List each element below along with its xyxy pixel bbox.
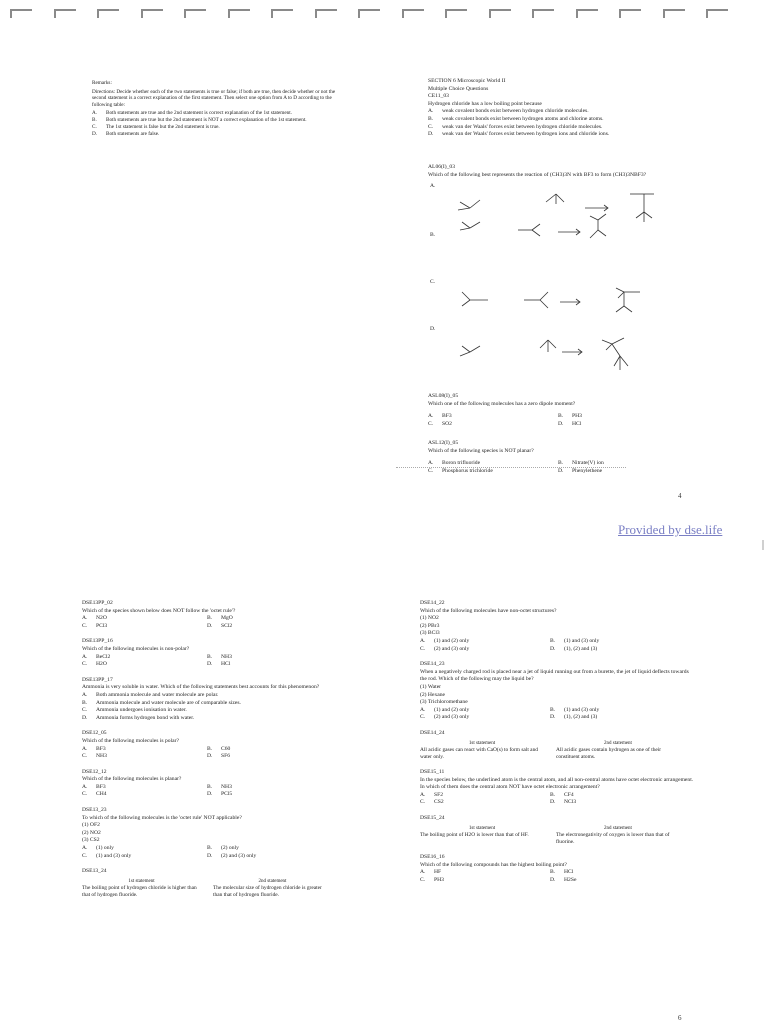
answer-option xyxy=(82,707,332,715)
option-label: A. xyxy=(420,637,426,644)
statement-2-text: All acidic gases contain hydrogen as one of their constituent atoms. xyxy=(556,747,662,761)
statement-2-heading: 2nd statement xyxy=(604,740,632,746)
option-label: A. xyxy=(82,783,88,790)
option-text: HF xyxy=(434,869,442,876)
answer-option xyxy=(82,753,207,761)
statement-item: (2) PBr3 xyxy=(420,622,440,629)
option-row xyxy=(420,877,695,885)
answer-option xyxy=(82,845,207,853)
option-text: SO2 xyxy=(442,421,452,427)
answer-option xyxy=(550,646,680,654)
header-tick-mark xyxy=(184,9,206,18)
answer-option xyxy=(420,646,550,654)
statement-1-text: All acidic gases can react with CaO(s) to form salt and water only. xyxy=(420,747,538,761)
option-label: A. xyxy=(428,413,434,419)
statement-1-heading: 1st statement xyxy=(128,878,155,884)
header-tick-mark xyxy=(445,9,467,18)
header-tick-mark xyxy=(228,9,250,18)
option-text: (2) and (3) only xyxy=(434,645,470,652)
question-block xyxy=(420,854,695,884)
option-text: HCl xyxy=(564,869,574,876)
option-row xyxy=(82,654,332,662)
option-label: D. xyxy=(550,714,556,721)
remarks-option xyxy=(92,117,337,123)
option-label: D. xyxy=(82,714,88,721)
answer-option xyxy=(428,131,728,139)
option-text: (1), (2) and (3) xyxy=(564,645,598,652)
structure-option-c xyxy=(462,288,640,312)
option-text: HCl xyxy=(572,421,582,427)
answer-option xyxy=(82,661,207,669)
question-asl12 xyxy=(428,440,728,455)
provided-by-link[interactable]: Provided by dse.life xyxy=(618,522,723,537)
answer-option xyxy=(428,413,452,419)
answer-option xyxy=(82,692,332,700)
answer-option xyxy=(82,715,332,723)
option-text: Phosphorus trichloride xyxy=(442,468,493,474)
remarks-option xyxy=(92,131,337,137)
answer-option xyxy=(420,638,550,646)
statement-item: (1) OF2 xyxy=(82,822,100,829)
header-tick-mark xyxy=(141,9,163,18)
question-text: To which of the following molecules is the 'octet rule' NOT applicable? xyxy=(82,814,242,821)
answer-option xyxy=(82,784,207,792)
answer-option xyxy=(207,661,332,669)
question-text: Which of the following molecules is non-polar? xyxy=(82,645,190,652)
option-text: PH3 xyxy=(434,877,444,884)
option-text: BF3 xyxy=(96,745,106,752)
question-id: AL06(I)_03 xyxy=(428,164,456,170)
statement-1-cell xyxy=(420,825,544,847)
answer-option xyxy=(428,421,452,427)
page-number: 4 xyxy=(678,492,682,500)
answer-option xyxy=(82,791,207,799)
section-title: SECTION 6 Microscopic World II xyxy=(428,78,506,84)
option-row xyxy=(82,661,332,669)
option-text: MgO xyxy=(221,615,233,622)
option-text: Boron trifluoride xyxy=(442,460,481,466)
option-text: CF4 xyxy=(564,791,574,798)
option-label: D. xyxy=(207,753,213,760)
answer-option xyxy=(207,784,332,792)
option-text: NCl3 xyxy=(564,799,577,806)
option-label-d: D. xyxy=(430,326,436,332)
option-text: Nitrate(V) ion xyxy=(572,460,604,466)
header-tick-mark xyxy=(54,9,76,18)
option-text: (2) and (3) only xyxy=(221,852,257,859)
option-row xyxy=(82,784,332,792)
option-text: Both statements are true but the 2nd statement is NOT a correct explanation of the 1st statement. xyxy=(106,117,307,124)
option-label: C. xyxy=(82,852,88,859)
option-text: PCl3 xyxy=(96,622,108,629)
option-label: C. xyxy=(428,468,434,474)
answer-option xyxy=(207,791,332,799)
option-row xyxy=(420,714,695,722)
statement-2-cell xyxy=(556,825,680,847)
option-row xyxy=(420,646,695,654)
option-label: A. xyxy=(82,745,88,752)
option-text: Phenylethene xyxy=(572,468,603,474)
option-text: BF3 xyxy=(96,783,106,790)
option-text: PH3 xyxy=(572,413,582,419)
question-asl08 xyxy=(428,393,728,408)
option-label: B. xyxy=(82,699,88,706)
statement-1-cell xyxy=(82,878,201,900)
edge-mark xyxy=(762,540,764,550)
answer-option xyxy=(207,746,332,754)
bottom-left-column xyxy=(82,600,332,907)
header-tick-mark xyxy=(576,9,598,18)
option-label: C. xyxy=(82,622,88,629)
option-label: B. xyxy=(92,117,97,124)
question-text: Which of the species shown below does NOT follow the 'octet rule'? xyxy=(82,607,236,614)
answer-option xyxy=(82,853,207,861)
header-tick-mark xyxy=(315,9,337,18)
question-block xyxy=(420,730,695,761)
option-label: D. xyxy=(207,791,213,798)
option-label: D. xyxy=(207,661,213,668)
answer-option xyxy=(428,108,728,116)
option-text: CH4 xyxy=(96,791,107,798)
structure-option-d xyxy=(460,338,628,370)
option-text: weak van der Waals' forces exist between hydrogen ions and chloride ions. xyxy=(442,131,610,138)
option-label: D. xyxy=(558,421,564,427)
question-id: DSE14_24 xyxy=(420,729,445,736)
question-block xyxy=(82,769,332,799)
question-text: Which of the following molecules have non-octet structures? xyxy=(420,607,557,614)
statement-1-heading: 1st statement xyxy=(468,825,496,831)
question-id: DSE14_22 xyxy=(420,600,445,606)
option-label-c: C. xyxy=(430,279,436,285)
option-text: (1), (2) and (3) xyxy=(564,714,598,721)
answer-option xyxy=(420,714,550,722)
option-label: B. xyxy=(207,783,213,790)
option-label: C. xyxy=(82,707,88,714)
option-label: A. xyxy=(82,691,88,698)
option-label: D. xyxy=(550,799,556,806)
question-block xyxy=(420,661,695,722)
statement-item: (3) Trichloromethane xyxy=(420,699,468,706)
option-text: BF3 xyxy=(442,413,452,419)
answer-option xyxy=(558,460,604,466)
section-subtitle: Multiple Choice Questions xyxy=(428,85,489,92)
question-block xyxy=(82,638,332,668)
question-id: DSE14_23 xyxy=(420,661,445,668)
statement-item: (1) NO2 xyxy=(420,615,439,622)
option-text: Ammonia forms hydrogen bond with water. xyxy=(96,714,195,721)
option-label: A. xyxy=(420,706,426,713)
option-label: C. xyxy=(420,714,426,721)
question-id: DSE13PP_02 xyxy=(82,600,113,606)
header-tick-mark xyxy=(663,9,685,18)
question-block xyxy=(82,807,332,860)
option-label: B. xyxy=(550,706,556,713)
question-text: Ammonia is very soluble in water. Which of the following statements best accounts for this phenomenon? xyxy=(82,684,320,691)
header-tick-mark xyxy=(619,9,641,18)
question-id: DSE13_23 xyxy=(82,807,107,814)
statement-1-cell xyxy=(420,740,544,762)
option-label: B. xyxy=(558,413,564,419)
answer-option xyxy=(207,615,332,623)
question-text: When a negatively charged rod is placed near a jet of liquid running out from a burette, the jet of liquid deflects towards the rod. Which of the following may the liquid be? xyxy=(420,668,689,683)
statement-table xyxy=(82,878,332,900)
option-text: C60 xyxy=(221,745,231,752)
question-text: Which of the following compounds has the highest boiling point? xyxy=(420,861,567,868)
question-block xyxy=(420,769,695,807)
option-row xyxy=(420,792,695,800)
option-label: A. xyxy=(420,791,426,798)
option-text: (1) and (3) only xyxy=(564,637,600,644)
question-id: DSE13_24 xyxy=(82,868,107,875)
answer-option xyxy=(428,460,480,466)
answer-option xyxy=(558,421,581,427)
option-text: Both statements are true and the 2nd statement is correct explanation of the 1st statement. xyxy=(106,109,292,116)
question-block xyxy=(82,677,332,723)
question-text: Which of the following best represents the reaction of (CH3)3N with BF3 to form (CH3)3NBF3? xyxy=(428,171,647,178)
option-label: D. xyxy=(550,645,556,652)
option-text: NH3 xyxy=(221,783,232,790)
option-label: C. xyxy=(82,791,88,798)
answer-option xyxy=(428,116,728,124)
option-label: C. xyxy=(420,645,426,652)
header-tick-mark xyxy=(10,9,32,18)
option-label: D. xyxy=(558,468,564,474)
answer-option xyxy=(207,845,332,853)
section-header xyxy=(428,78,728,139)
option-label-b: B. xyxy=(430,232,436,238)
option-label: D. xyxy=(207,622,213,629)
option-label: B. xyxy=(550,869,556,876)
statement-item: (2) NO2 xyxy=(82,829,101,836)
option-text: PCl5 xyxy=(221,791,233,798)
answer-option xyxy=(558,468,602,474)
option-label: A. xyxy=(420,869,426,876)
question-text: Hydrogen chloride has a low boiling point because xyxy=(428,100,542,107)
answer-option xyxy=(420,799,550,807)
option-label: D. xyxy=(207,852,213,859)
statement-table xyxy=(420,825,695,847)
statement-2-heading: 2nd statement xyxy=(604,825,632,831)
answer-option xyxy=(207,853,332,861)
option-label: A. xyxy=(82,845,88,852)
question-id: ASL08(I)_05 xyxy=(428,393,459,399)
option-text: The 1st statement is false but the 2nd statement is true. xyxy=(106,124,220,131)
question-id: DSE13PP_17 xyxy=(82,676,113,683)
statement-1-text: The boiling point of hydrogen chloride is higher than that of hydrogen fluoride. xyxy=(82,885,197,899)
statement-item: (3) CS2 xyxy=(82,837,100,844)
question-text: Which of the following molecules is planar? xyxy=(82,776,182,783)
option-label: B. xyxy=(207,745,213,752)
header-tick-mark xyxy=(489,9,511,18)
reaction-structures-diagram xyxy=(440,180,740,380)
option-text: weak van der Waals' forces exist between hydrogen chloride molecules. xyxy=(442,123,603,130)
option-row xyxy=(82,791,332,799)
option-row xyxy=(82,746,332,754)
option-label: B. xyxy=(428,115,434,122)
option-text: (1) and (3) only xyxy=(96,852,132,859)
option-label: B. xyxy=(207,845,213,852)
option-label: C. xyxy=(428,421,434,427)
question-al06 xyxy=(428,164,748,179)
remarks-option xyxy=(92,110,337,116)
header-tick-mark xyxy=(358,9,380,18)
answer-option xyxy=(207,753,332,761)
question-id: DSE12_12 xyxy=(82,768,107,775)
question-block xyxy=(420,600,695,653)
option-label: B. xyxy=(550,637,556,644)
option-label: A. xyxy=(92,109,98,116)
statement-2-text: The molecular size of hydrogen chloride is greater than that of hydrogen fluoride. xyxy=(213,885,322,899)
option-row xyxy=(82,753,332,761)
statement-item: (1) Water xyxy=(420,683,442,690)
question-id: DSE12_05 xyxy=(82,730,107,737)
header-tick-mark xyxy=(271,9,293,18)
option-text: H2O xyxy=(96,661,107,668)
question-id: DSE16_16 xyxy=(420,854,445,861)
answer-option xyxy=(207,623,332,631)
option-row xyxy=(420,869,695,877)
statement-1-heading: 1st statement xyxy=(468,740,496,746)
statement-1-text: The boiling point of H2O is lower than that of HF. xyxy=(420,832,529,839)
answer-option xyxy=(420,869,550,877)
option-text: SCl2 xyxy=(221,622,233,629)
answer-option xyxy=(82,746,207,754)
divider xyxy=(396,467,626,468)
answer-option xyxy=(420,792,550,800)
bottom-right-column xyxy=(420,600,695,893)
remarks-heading: Remarks: xyxy=(92,80,112,86)
option-label: D. xyxy=(92,131,98,138)
option-label: A. xyxy=(428,460,434,466)
question-block xyxy=(82,868,332,899)
option-label: C. xyxy=(92,124,97,131)
option-text: Both ammonia molecule and water molecule are polar. xyxy=(96,691,219,698)
option-label: C. xyxy=(420,799,426,806)
option-label: B. xyxy=(207,615,213,622)
option-text: (1) and (2) only xyxy=(434,706,470,713)
answer-option xyxy=(82,615,207,623)
question-block xyxy=(82,730,332,760)
option-text: HCl xyxy=(221,661,231,668)
statement-table xyxy=(420,740,695,762)
option-label: D. xyxy=(428,131,434,138)
option-label: A. xyxy=(82,615,88,622)
option-label: A. xyxy=(82,653,88,660)
statement-item: (2) Hexane xyxy=(420,691,446,698)
option-row xyxy=(82,845,332,853)
option-text: Both statements are false. xyxy=(106,131,160,138)
answer-option xyxy=(82,623,207,631)
option-text: SF2 xyxy=(434,791,444,798)
option-text: CS2 xyxy=(434,799,444,806)
answer-option xyxy=(428,468,493,474)
question-id: DSE15_24 xyxy=(420,815,445,822)
option-text: SF6 xyxy=(221,753,231,760)
statement-item: (3) BCl3 xyxy=(420,630,440,637)
option-text: N2O xyxy=(96,615,107,622)
remarks-directions: Directions: Decide whether each of the two statements is true or false; if both are true, then decide whether or not the second statement is a correct explanation of the first statement. Then select one option from A to D according to the following table: xyxy=(92,89,336,108)
statement-2-cell xyxy=(213,878,332,900)
header-tick-mark xyxy=(706,9,728,18)
question-id: CE11_03 xyxy=(428,93,449,100)
option-text: Ammonia molecule and water molecule are of comparable sizes. xyxy=(96,699,241,706)
page-number: 6 xyxy=(678,1014,682,1022)
option-text: weak covalent bonds exist between hydrogen chloride molecules. xyxy=(442,108,589,115)
answer-option xyxy=(82,654,207,662)
answer-option xyxy=(82,700,332,708)
option-row xyxy=(420,638,695,646)
answer-option xyxy=(550,714,680,722)
option-text: (1) only xyxy=(96,845,114,852)
option-text: (2) and (3) only xyxy=(434,714,470,721)
question-id: ASL12(I)_05 xyxy=(428,440,459,446)
answer-option xyxy=(550,799,680,807)
question-id: DSE13PP_16 xyxy=(82,638,113,645)
option-label-a: A. xyxy=(430,183,436,189)
option-row xyxy=(420,799,695,807)
answer-option xyxy=(550,877,680,885)
question-text: In the species below, the underlined atom is the central atom, and all non-central atoms have octet electronic arrangement. In which of them does the central atom NOT have octet electronic arrangement? xyxy=(420,776,694,791)
question-text: Which of the following species is NOT planar? xyxy=(428,447,534,454)
option-text: weak covalent bonds exist between hydrogen atoms and chlorine atoms. xyxy=(442,115,604,122)
option-label: B. xyxy=(558,460,564,466)
question-id: DSE15_11 xyxy=(420,769,445,776)
option-label: D. xyxy=(550,877,556,884)
structure-option-a xyxy=(458,194,654,222)
option-text: (1) and (2) only xyxy=(434,637,470,644)
statement-2-heading: 2nd statement xyxy=(258,878,287,884)
option-label: A. xyxy=(428,108,434,115)
answer-option xyxy=(558,413,582,419)
header-tick-mark xyxy=(532,9,554,18)
option-label: C. xyxy=(428,123,434,130)
question-text: Which one of the following molecules has a zero dipole moment? xyxy=(428,400,576,407)
option-text: NH3 xyxy=(221,653,232,660)
statement-2-cell xyxy=(556,740,680,762)
option-label: B. xyxy=(207,653,213,660)
option-row xyxy=(82,623,332,631)
answer-option xyxy=(550,638,680,646)
structure-option-b xyxy=(460,214,606,238)
option-text: Ammonia undergoes ionisation in water. xyxy=(96,707,187,714)
question-block xyxy=(420,815,695,846)
option-label: B. xyxy=(550,791,556,798)
option-text: H2Se xyxy=(564,877,577,884)
answer-option xyxy=(550,792,680,800)
header-tick-mark xyxy=(97,9,119,18)
answer-option xyxy=(207,654,332,662)
option-label: C. xyxy=(420,877,426,884)
answer-option xyxy=(550,869,680,877)
option-text: NH3 xyxy=(96,753,107,760)
option-row xyxy=(82,853,332,861)
remarks-block xyxy=(92,80,337,138)
header-tick-mark xyxy=(402,9,424,18)
option-row xyxy=(82,615,332,623)
option-label: C. xyxy=(82,661,88,668)
option-label: C. xyxy=(82,753,88,760)
option-text: BeCl2 xyxy=(96,653,111,660)
question-text: Which of the following molecules is polar? xyxy=(82,737,179,744)
remarks-option xyxy=(92,124,337,130)
statement-2-text: The electronegativity of oxygen is lower than that of fluorine. xyxy=(556,832,670,846)
question-block xyxy=(82,600,332,630)
option-text: (2) only xyxy=(221,845,239,852)
option-text: (1) and (3) only xyxy=(564,706,600,713)
answer-option xyxy=(420,877,550,885)
